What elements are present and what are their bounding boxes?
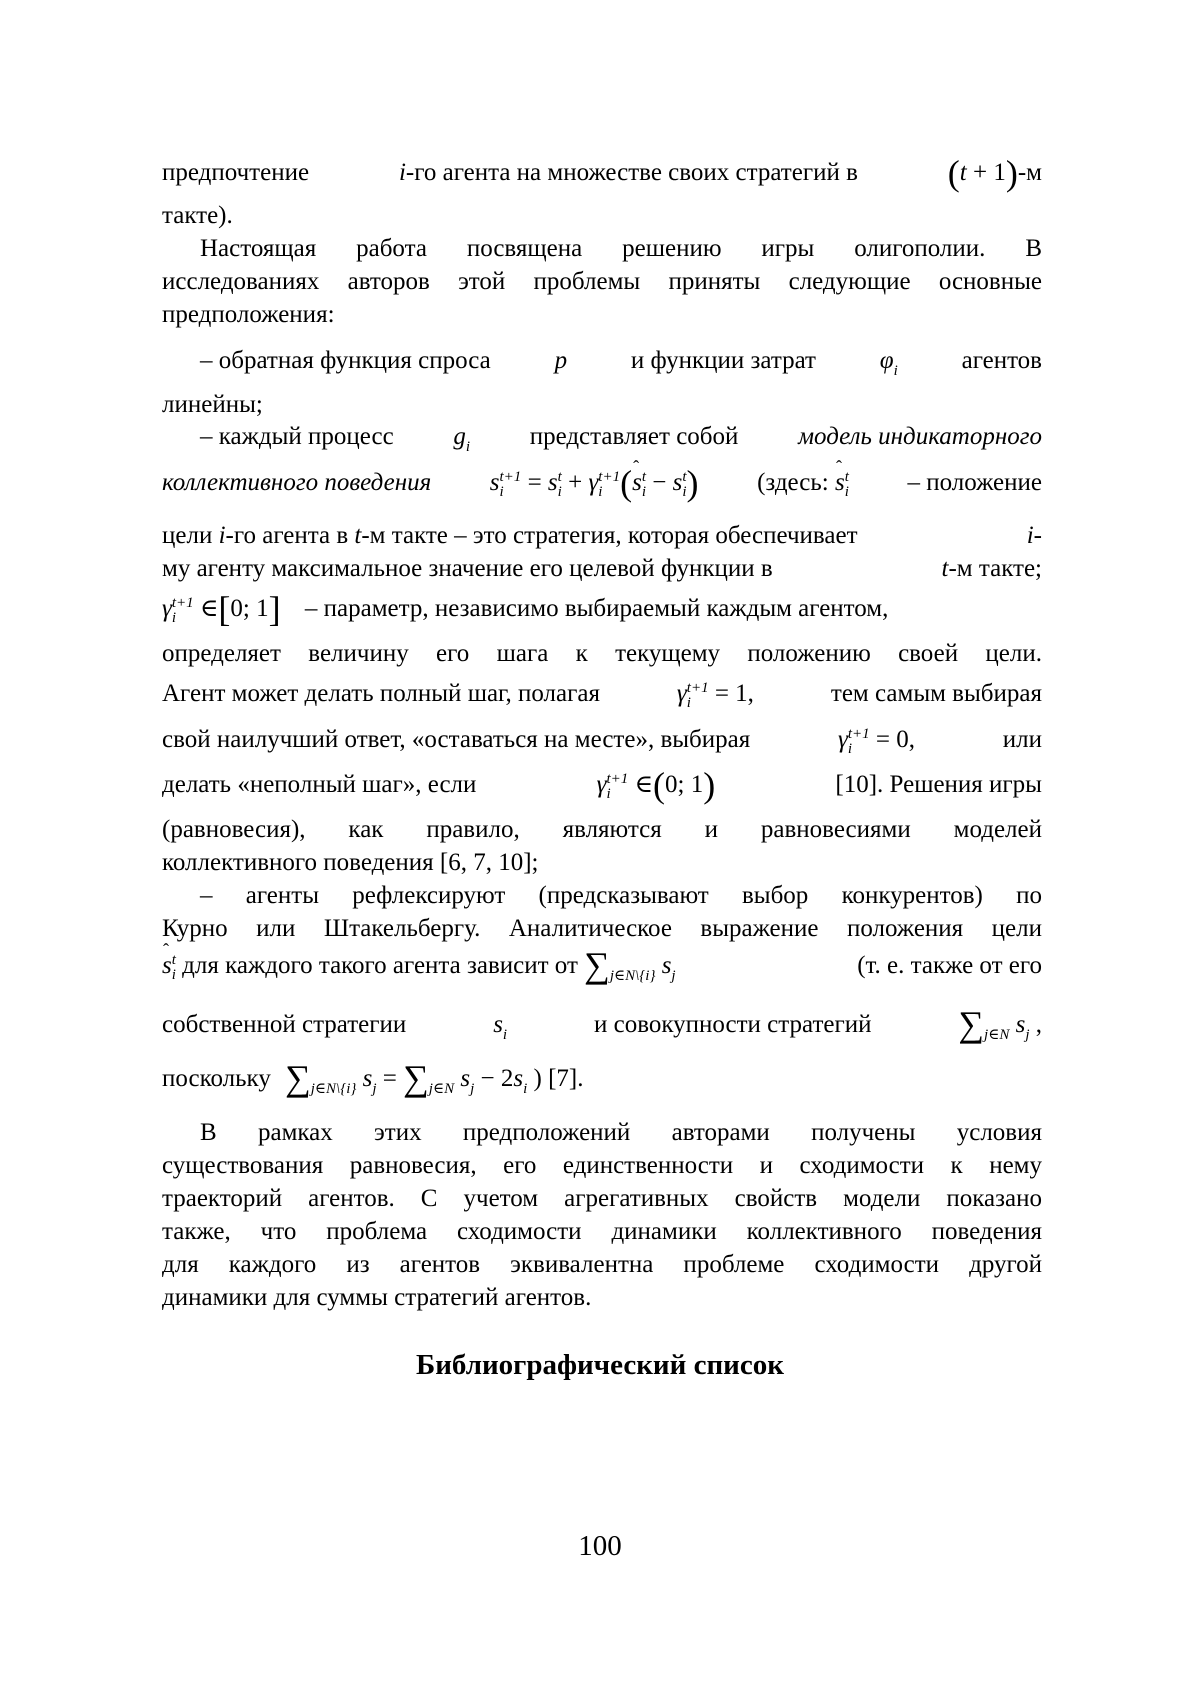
list-item-line: – каждый процесс $g_i$ представляет собой модель индикаторного: [200, 423, 1042, 455]
text-line: исследованиях авторов этой проблемы приняты следующие основные: [162, 268, 1042, 295]
paragraph-first-line: Настоящая работа посвящена решению игры олигополии. В: [200, 235, 1042, 262]
text-line: му агенту максимальное значение его целевой функции в t-м такте;: [162, 555, 1042, 582]
text-line: γ t+1 i ∈[0; 1] – параметр, независимо выбираемый каждым агентом,: [162, 589, 889, 629]
text-line: собственной стратегии $s_i$ и совокупности стратегий $\sum_{j\in N}$ $s_j$ ,: [162, 1004, 1042, 1044]
text-line: Курно или Штакельбергу. Аналитическое выражение положения цели: [162, 915, 1042, 942]
paragraph-first-line: В рамках этих предположений авторами получены условия: [200, 1119, 1042, 1146]
text-line: предпочтение i-го агента на множестве своих стратегий в (t + 1)-м: [162, 153, 1042, 193]
text-line: определяет величину его шага к текущему положению своей цели.: [162, 640, 1042, 667]
text-line: коллективного поведения [6, 7, 10];: [162, 849, 539, 876]
text-line: линейны;: [162, 391, 263, 418]
list-item-line: – обратная функция спроса p и функции затрат $\varphi_i$ агентов: [200, 347, 1042, 379]
text-line: для каждого из агентов эквивалентна проблеме сходимости другой: [162, 1251, 1042, 1278]
list-item-line: – агенты рефлексируют (предсказывают выбор конкурентов) по: [200, 882, 1042, 909]
text-line: делать «неполный шаг», если γ t+1 i ∈(0; 1) [10]. Решения игры: [162, 765, 1042, 805]
text-line: предположения:: [162, 301, 335, 328]
text-line: существования равновесия, его единственности и сходимости к нему: [162, 1152, 1042, 1179]
section-heading: Библиографический список: [416, 1349, 784, 1381]
text-line: динамики для суммы стратегий агентов.: [162, 1284, 592, 1311]
text-line: цели i-го агента в t-м такте – это стратегия, которая обеспечивает i-: [162, 522, 1042, 549]
text-line: такте).: [162, 202, 233, 229]
text-line: ˆ s t i для каждого такого агента зависит от $\sum_{j\in N\backslash\{i\}}$ $s_j$ (т. е. также от его: [162, 953, 1042, 983]
text-line: (равновесия), как правило, являются и равновесиями моделей: [162, 816, 1042, 843]
text-line: траекторий агентов. С учетом агрегативных свойств модели показано: [162, 1185, 1042, 1212]
text-line: коллективного поведения s t+1 i = s t i + γ t+1 i (ˆ s t i − s t i ) (здесь: ˆ s t i – положение: [162, 470, 1042, 500]
page-number: 100: [578, 1530, 622, 1562]
text-line: Агент может делать полный шаг, полагая γ t+1 i = 1, тем самым выбирая: [162, 680, 1042, 711]
text-line: свой наилучший ответ, «оставаться на месте», выбирая γ t+1 i = 0, или: [162, 726, 1042, 757]
text-line: также, что проблема сходимости динамики коллективного поведения: [162, 1218, 1042, 1245]
text-line: поскольку $\sum_{j\in N\backslash\{i\}}$ $s_j = \sum_{j\in N}$ $s_j - 2s_i$ ) [7].: [162, 1058, 584, 1098]
